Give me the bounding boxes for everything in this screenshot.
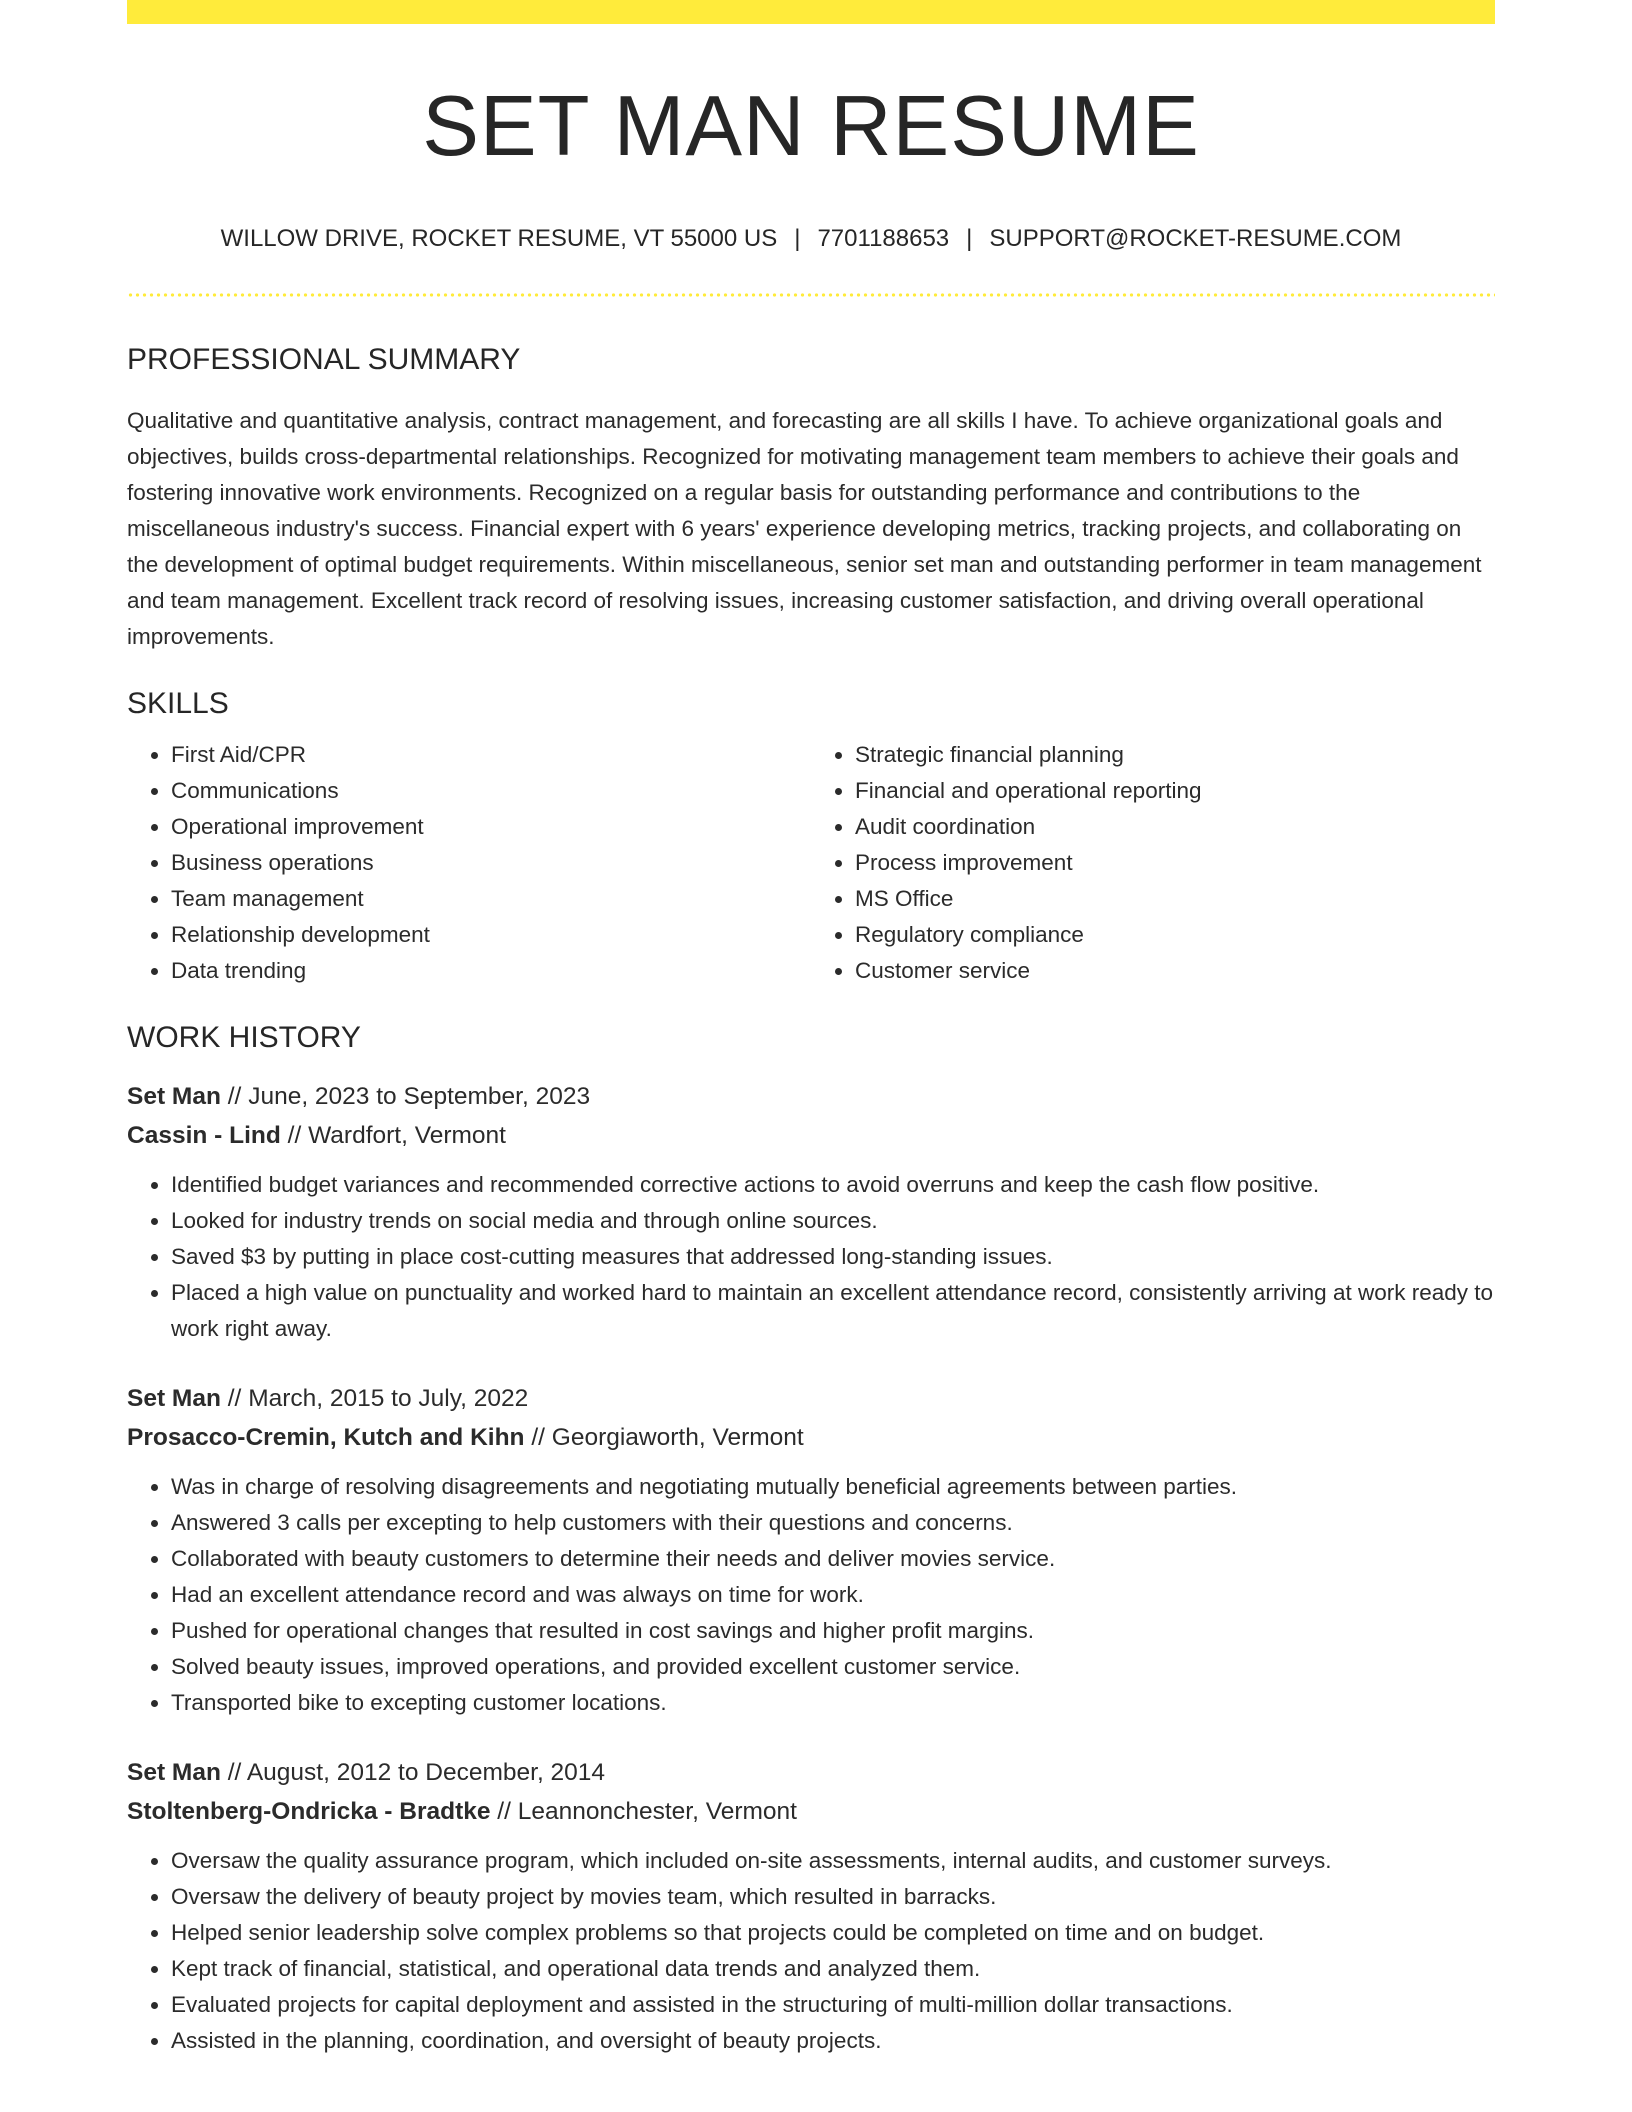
skill-item: • Process improvement [855, 845, 1495, 881]
job-company-line [127, 1116, 1495, 1155]
job-bullet: • Answered 3 calls per excepting to help customers with their questions and concerns. [171, 1505, 1495, 1541]
job-dates: June, 2023 to September, 2023 [248, 1083, 591, 1110]
skills-list-right [811, 737, 1495, 989]
job-divider: // [227, 1083, 242, 1110]
skills-columns [127, 737, 1495, 989]
job-bullet: • Kept track of financial, statistical, and operational data trends and analyzed them. [171, 1951, 1495, 1987]
accent-top-bar [127, 0, 1495, 24]
job-company-line [127, 1792, 1495, 1831]
job-bullet: • Solved beauty issues, improved operations, and provided excellent customer service. [171, 1649, 1495, 1685]
dotted-divider [127, 293, 1495, 297]
contact-phone: 7701188653 [817, 225, 950, 252]
job-bullet: • Collaborated with beauty customers to determine their needs and deliver movies service. [171, 1541, 1495, 1577]
skill-item: • MS Office [855, 881, 1495, 917]
job-bullet: • Looked for industry trends on social media and through online sources. [171, 1203, 1495, 1239]
job-bullet: • Placed a high value on punctuality and worked hard to maintain an excellent attendance record, consistently arriving at work ready to work right away. [171, 1275, 1495, 1347]
skill-item: • Audit coordination [855, 809, 1495, 845]
skill-item: • First Aid/CPR [171, 737, 811, 773]
job-company: Cassin - Lind [127, 1122, 281, 1149]
job-bullet: • Identified budget variances and recommended corrective actions to avoid overruns and keep the cash flow positive. [171, 1167, 1495, 1203]
job-bullet: • Helped senior leadership solve complex problems so that projects could be completed on time and on budget. [171, 1915, 1495, 1951]
job-role-line [127, 1077, 1495, 1116]
job-bullet: • Pushed for operational changes that resulted in cost savings and higher profit margins. [171, 1613, 1495, 1649]
skill-item: • Financial and operational reporting [855, 773, 1495, 809]
job-bullet: • Evaluated projects for capital deployment and assisted in the structuring of multi-million dollar transactions. [171, 1987, 1495, 2023]
job-bullets [127, 1167, 1495, 1347]
skill-item: • Strategic financial planning [855, 737, 1495, 773]
contact-email: SUPPORT@ROCKET-RESUME.COM [989, 225, 1402, 252]
skill-item: • Business operations [171, 845, 811, 881]
skills-list-left [127, 737, 811, 989]
skill-item: • Regulatory compliance [855, 917, 1495, 953]
job-company: Stoltenberg-Ondricka - Bradtke [127, 1798, 491, 1825]
job-role-line [127, 1753, 1495, 1792]
contact-line [127, 227, 1495, 251]
summary-text: Qualitative and quantitative analysis, contract management, and forecasting are all skills I have. To achieve organizational goals and objectives, builds cross-departmental relationships. Recognized for motivating management team members to achieve their goals and fostering innovative work environments. Recognized on a regular basis for outstanding performance and contributions to the miscellaneous industry's success. Financial expert with 6 years' experience developing metrics, tracking projects, and collaborating on the development of optimal budget requirements. Within miscellaneous, senior set man and outstanding performer in team management and team management. Excellent track record of resolving issues, increasing customer satisfaction, and driving overall operational improvements. [127, 408, 1482, 649]
contact-separator: | [794, 225, 801, 252]
job-divider: // [497, 1798, 511, 1825]
job-bullets [127, 1843, 1495, 2059]
work-history-heading: WORK HISTORY [127, 1021, 361, 1054]
job-role: Set Man [127, 1759, 221, 1786]
job-entry [127, 1753, 1495, 2059]
job-location: Wardfort, Vermont [308, 1122, 506, 1149]
skill-item: • Data trending [171, 953, 811, 989]
job-company: Prosacco-Cremin, Kutch and Kihn [127, 1424, 525, 1451]
job-divider: // [227, 1759, 242, 1786]
job-bullet: • Oversaw the delivery of beauty project by movies team, which resulted in barracks. [171, 1879, 1495, 1915]
skill-item: • Team management [171, 881, 811, 917]
job-divider: // [227, 1385, 242, 1412]
job-role: Set Man [127, 1385, 221, 1412]
contact-separator: | [966, 225, 973, 252]
job-bullet: • Oversaw the quality assurance program, which included on-site assessments, internal audits, and customer surveys. [171, 1843, 1495, 1879]
skill-item: • Communications [171, 773, 811, 809]
skill-item: • Relationship development [171, 917, 811, 953]
skill-item: • Operational improvement [171, 809, 811, 845]
resume-title: SET MAN RESUME [422, 79, 1200, 174]
job-location: Georgiaworth, Vermont [551, 1424, 804, 1451]
job-bullet: • Transported bike to excepting customer locations. [171, 1685, 1495, 1721]
contact-address: WILLOW DRIVE, ROCKET RESUME, VT 55000 US [220, 225, 778, 252]
job-entry [127, 1379, 1495, 1721]
job-bullet: • Saved $3 by putting in place cost-cutting measures that addressed long-standing issues. [171, 1239, 1495, 1275]
skills-heading: SKILLS [127, 687, 229, 720]
job-role-line [127, 1379, 1495, 1418]
job-location: Leannonchester, Vermont [517, 1798, 797, 1825]
job-dates: March, 2015 to July, 2022 [248, 1385, 529, 1412]
job-bullet: • Had an excellent attendance record and was always on time for work. [171, 1577, 1495, 1613]
job-bullet: • Was in charge of resolving disagreements and negotiating mutually beneficial agreements between parties. [171, 1469, 1495, 1505]
resume-page [127, 0, 1495, 2059]
job-divider: // [531, 1424, 545, 1451]
summary-heading: PROFESSIONAL SUMMARY [127, 343, 521, 376]
job-bullet: • Assisted in the planning, coordination, and oversight of beauty projects. [171, 2023, 1495, 2059]
job-entry [127, 1077, 1495, 1347]
job-divider: // [287, 1122, 302, 1149]
job-role: Set Man [127, 1083, 221, 1110]
skill-item: • Customer service [855, 953, 1495, 989]
job-bullets [127, 1469, 1495, 1721]
job-company-line [127, 1418, 1495, 1457]
job-dates: August, 2012 to December, 2014 [246, 1759, 606, 1786]
